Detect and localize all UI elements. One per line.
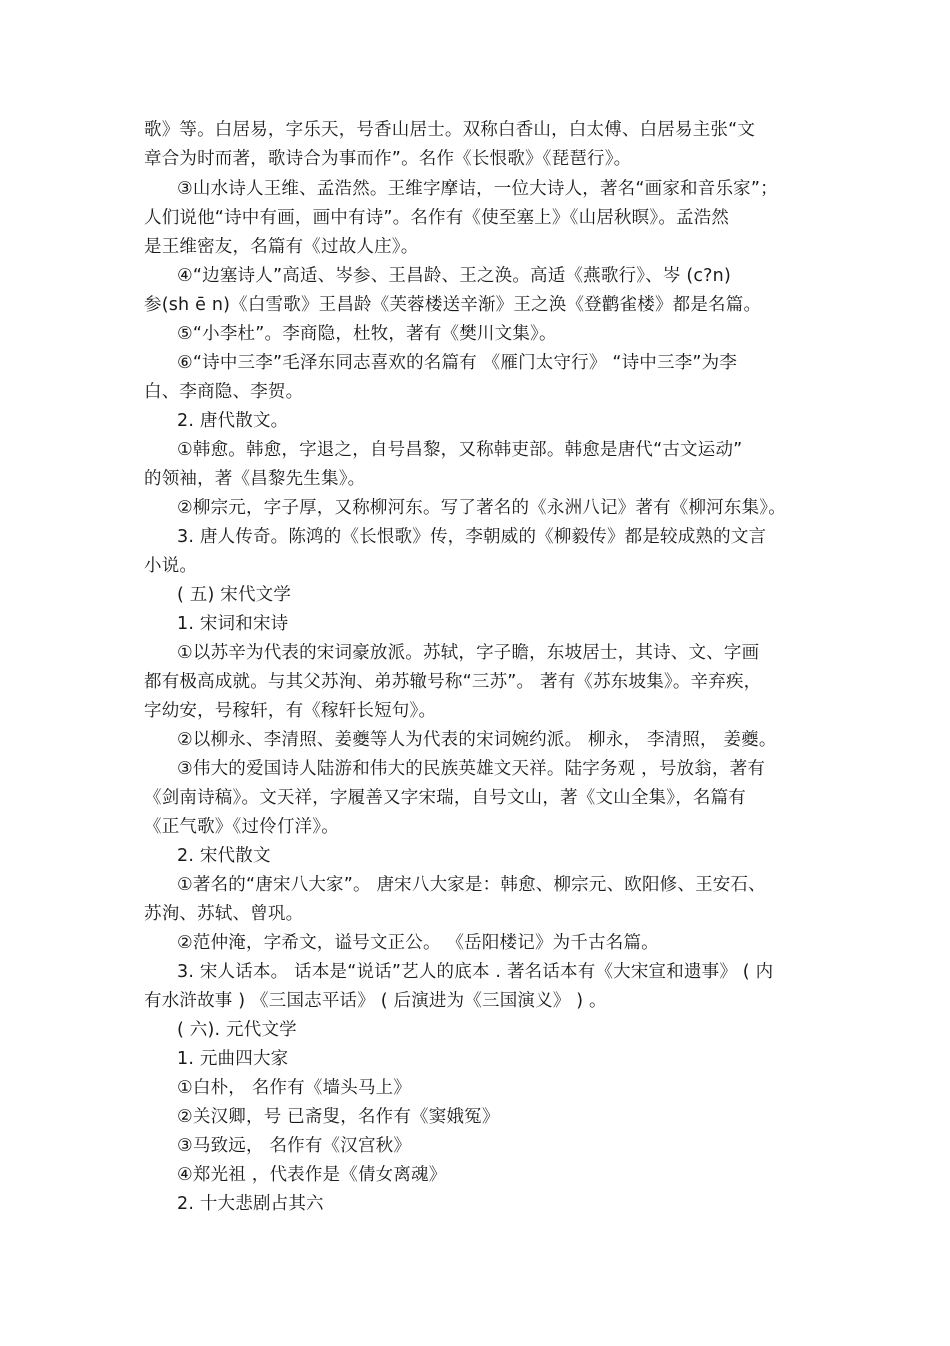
- text-line: 是王维密友，名篇有《过故人庄》。: [144, 237, 419, 257]
- text-line: 的领袖，著《昌黎先生集》。: [144, 469, 366, 489]
- text-line: ①著名的“唐宋八大家”。 唐宋八大家是：韩愈、柳宗元、欧阳修、王安石、: [177, 875, 766, 895]
- text-line: ③马致远， 名作有《汉宫秋》: [177, 1136, 412, 1156]
- section-heading: ( 五) 宋代文学: [177, 585, 292, 605]
- text-line: 字幼安，号稼轩，有《稼轩长短句》。: [144, 701, 437, 721]
- text-line: ②柳宗元，字子厚，又称柳河东。写了著名的《永洲八记》著有《柳河东集》。: [177, 498, 786, 518]
- section-heading: ( 六). 元代文学: [177, 1020, 297, 1040]
- text-line: ⑤“小李杜”。李商隐，杜牧，著有《樊川文集》。: [177, 324, 557, 344]
- text-line: ①韩愈。韩愈，字退之，自号昌黎，又称韩吏部。韩愈是唐代“古文运动”: [177, 440, 743, 460]
- text-line: ②范仲淹，字希文，谥号文正公。 《岳阳楼记》为千古名篇。: [177, 933, 659, 953]
- text-line: ④“边塞诗人”高适、岑参、王昌龄、王之涣。高适《燕歌行》、岑 (c?n): [177, 266, 731, 286]
- text-line: 苏洵、苏轼、曾巩。: [144, 904, 304, 924]
- text-line: 人们说他“诗中有画，画中有诗”。名作有《使至塞上》《山居秋暝》。孟浩然: [144, 208, 730, 228]
- text-line: 章合为时而著，歌诗合为事而作”。名作《长恨歌》《琵琶行》。: [144, 149, 632, 169]
- sub-heading: 1. 宋词和宋诗: [177, 614, 289, 634]
- text-line: 《剑南诗稿》。文天祥，字履善又字宋瑞，自号文山，著《文山全集》，名篇有: [144, 788, 746, 808]
- text-line: 2. 唐代散文。: [177, 411, 289, 431]
- text-line: 参(sh ē n)《白雪歌》王昌龄《芙蓉楼送辛渐》王之涣《登鹳雀楼》都是名篇。: [144, 295, 762, 315]
- text-line: 都有极高成就。与其父苏洵、弟苏辙号称“三苏”。 著有《苏东坡集》。辛弃疾，: [144, 672, 762, 692]
- text-line: ③山水诗人王维、孟浩然。王维字摩诘，一位大诗人，著名“画家和音乐家”；: [177, 179, 778, 199]
- sub-heading: 1. 元曲四大家: [177, 1049, 289, 1069]
- text-line: ②以柳永、李清照、姜夔等人为代表的宋词婉约派。 柳永， 李清照， 姜夔。: [177, 730, 777, 750]
- text-line: 白、李商隐、李贺。: [144, 382, 304, 402]
- text-line: 歌》等。白居易，字乐天，号香山居士。双称白香山，白太傅、白居易主张“文: [144, 120, 756, 140]
- text-line: ①白朴， 名作有《墙头马上》: [177, 1078, 412, 1098]
- text-line: ①以苏辛为代表的宋词豪放派。苏轼，字子瞻，东坡居士，其诗、文、字画: [177, 643, 760, 663]
- text-line: 有水浒故事 ) 《三国志平话》 ( 后演进为《三国演义》 ) 。: [144, 991, 607, 1011]
- text-line: 小说。: [144, 556, 198, 576]
- sub-heading: 2. 十大悲剧占其六: [177, 1194, 324, 1214]
- text-line: 《正气歌》《过伶仃洋》。: [144, 817, 339, 837]
- text-line: ②关汉卿，号 已斋叟，名作有《窦娥冤》: [177, 1107, 500, 1127]
- text-line: ③伟大的爱国诗人陆游和伟大的民族英雄文天祥。陆字务观 ，号放翁，著有: [177, 759, 766, 779]
- text-line: 3. 宋人话本。 话本是“说话”艺人的底本 . 著名话本有《大宋宣和遗事》 ( 内: [177, 962, 774, 982]
- sub-heading: 2. 宋代散文: [177, 846, 271, 866]
- text-line: ⑥“诗中三李”毛泽东同志喜欢的名篇有 《雁门太守行》 “诗中三李”为李: [177, 353, 738, 373]
- text-line: ④郑光祖 ，代表作是《倩女离魂》: [177, 1165, 447, 1185]
- text-line: 3. 唐人传奇。陈鸿的《长恨歌》传，李朝威的《柳毅传》都是较成熟的文言: [177, 527, 767, 547]
